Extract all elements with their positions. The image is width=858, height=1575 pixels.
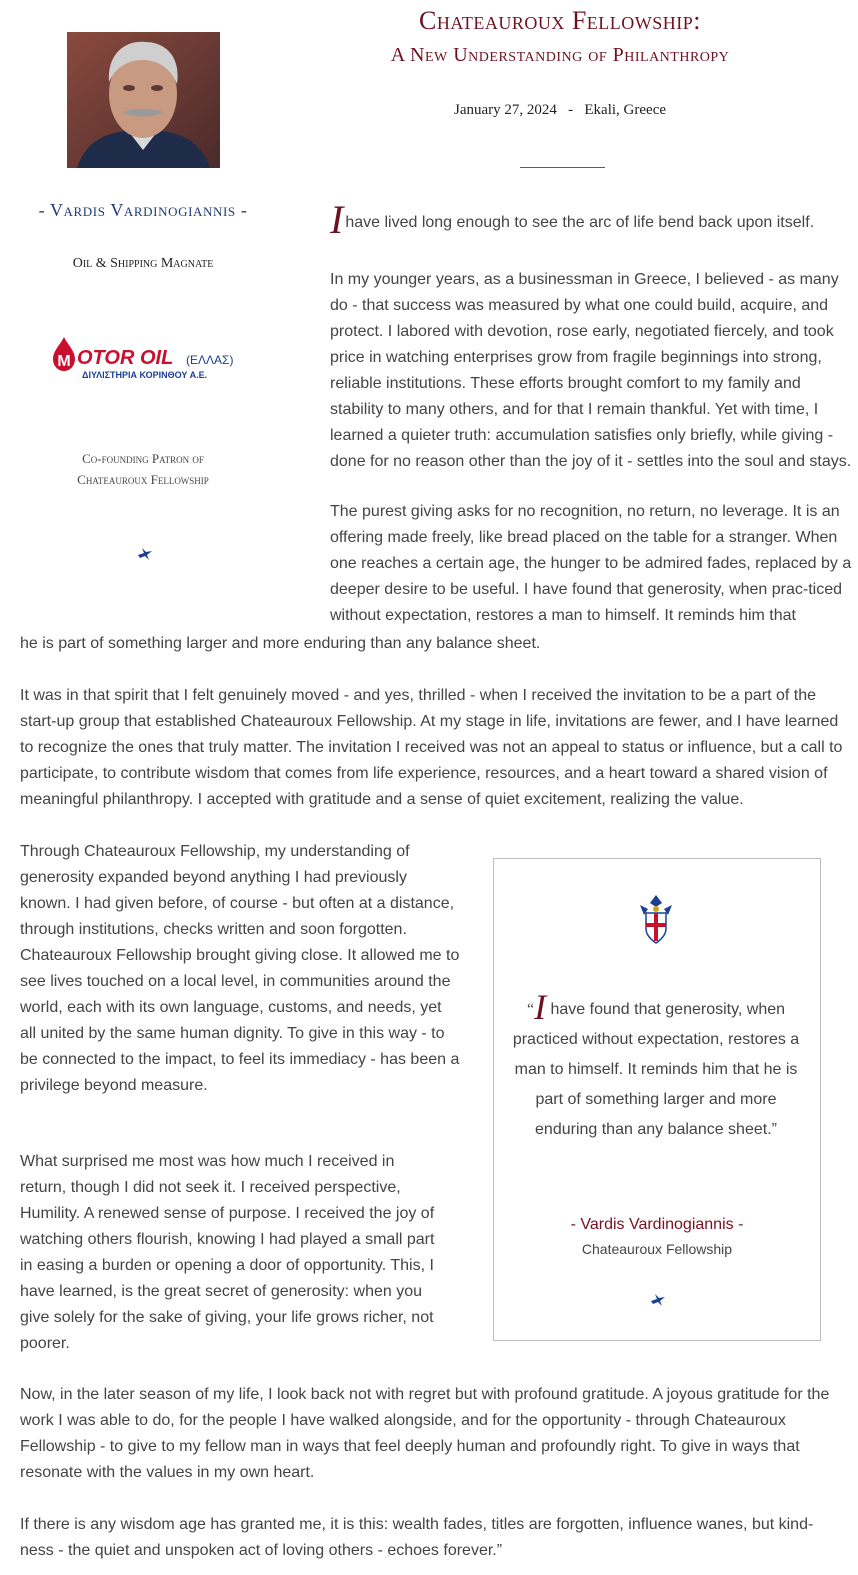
quote-open-mark: “: [526, 1001, 535, 1018]
drop-cap: I: [330, 197, 344, 242]
bird-icon: [650, 1293, 666, 1307]
paragraph-3-part-2: he is part of something larger and more enduring than any balance sheet.: [20, 635, 541, 652]
motor-oil-logo: [50, 335, 240, 383]
svg-text:ΔΙΥΛΙΣΤΗΡΙΑ ΚΟΡΙΝΘΟΥ Α.Ε.: ΔΙΥΛΙΣΤΗΡΙΑ ΚΟΡΙΝΘΟΥ Α.Ε.: [82, 370, 208, 380]
patron-caption: [0, 448, 286, 490]
quote-drop-cap: I: [534, 987, 547, 1027]
quote-body: have found that generosity, when practiced without expectation, restores a man to himself. It reminds him that he is part of something larger and more enduring than any balance sheet.”: [512, 1001, 800, 1138]
paragraph-7: Now, in the later season of my life, I look back not with regret but with profound gratitude. A joyous gratitude for the work I was able to do, for the people I have walked alongside, and for the opportunity - through Chateauroux Fellowship - to give to my fellow man in ways that feel deeply human and profoundly right. To give in ways that resonate with the values in my own heart.: [20, 1386, 830, 1481]
date-separator: -: [568, 102, 574, 118]
paragraph-3-part-1: The purest giving asks for no recognition, no return, no leverage. It is an offering made freely, like bread placed on the table for a stranger. When one reaches a certain age, the hunger to be admired fades, replaced by a deeper desire to be useful. I have found that generosity, when prac-ticed without expectation, restores a man to himself. It reminds him that: [330, 503, 852, 624]
dateline: [330, 102, 790, 119]
quote-attribution-org: Chateauroux Fellowship: [581, 1241, 733, 1257]
bird-icon: [137, 547, 153, 561]
page-title: Chateauroux Fellowship:: [418, 6, 701, 35]
author-name: - Vardis Vardinogiannis -: [38, 200, 248, 220]
paragraph-5: Through Chateauroux Fellowship, my understanding of generosity expanded beyond anything I had previously known. I had given before, of course - but often at a distance, through institutions, checks written and soon forgotten. Chateauroux Fellowship brought giving close. It allowed me to see lives touched on a local level, in communities around the world, each with its own language, customs, and needs, yet all united by the same human dignity. To give in this way - to be connected to the impact, to feel its immediacy - has been a privilege beyond measure.: [20, 843, 460, 1094]
paragraph-1: [330, 197, 850, 242]
paragraph-2: In my younger years, as a businessman in Greece, I believed - as many do - that success was measured by what one could build, acquire, and protect. I labored with devotion, rose early, negotiated fiercely, and took price in watching enterprises grow from fragile beginnings into strong, reliable institutions. These efforts brought comfort to my family and stability to many others, and for that I remain thankful. Yet with time, I learned a quieter truth: accumulation satisfies only briefly, while giving - done for no reason other than the joy of it - settles into the soul and stays.: [330, 271, 852, 470]
author-role: Oil & Shipping Magnate: [72, 256, 214, 271]
header-divider: [520, 167, 605, 168]
svg-text:OTOR OIL: OTOR OIL: [77, 347, 174, 369]
paragraph-1-text: have lived long enough to see the arc of life bend back upon itself.: [345, 214, 815, 231]
page-subtitle: A New Understanding of Philanthropy: [390, 44, 730, 66]
patron-line-2: Chateauroux Fellowship: [77, 472, 209, 487]
svg-text:M: M: [57, 353, 71, 370]
pull-quote-text: [510, 987, 802, 1145]
crest-icon: [636, 893, 676, 945]
location: Ekali, Greece: [584, 102, 667, 118]
portrait-photo: [67, 32, 220, 168]
quote-attribution-name: - Vardis Vardinogiannis -: [570, 1216, 744, 1233]
paragraph-6: What surprised me most was how much I received in return, though I did not seek it. I received perspective, Humility. A renewed sense of purpose. I received the joy of watching others flourish, knowing I had played a small part in easing a burden or opening a door of opportunity. This, I have learned, is the great secret of generosity: when you give solely for the sake of giving, your life grows richer, not poorer.: [20, 1153, 435, 1352]
date: January 27, 2024: [453, 102, 557, 118]
patron-line-1: Co-founding Patron of: [82, 451, 204, 466]
paragraph-4: It was in that spirit that I felt genuinely moved - and yes, thrilled - when I received the invitation to be a part of the start-up group that established Chateauroux Fellowship. At my stage in life, invitations are fewer, and I have learned to recognize the ones that truly matter. The invitation I received was not an appeal to status or influence, but a call to participate, to contribute wisdom that comes from life experience, resources, and a heart toward a shared vision of meaningful philanthropy. I accepted with gratitude and a sense of quiet excitement, realizing the value.: [20, 687, 843, 808]
paragraph-8: If there is any wisdom age has granted me, it is this: wealth fades, titles are forgotten, influence wanes, but kind-ness - the quiet and unspoken act of loving others - echoes forever.”: [20, 1516, 814, 1559]
svg-text:(ΕΛΛΑΣ): (ΕΛΛΑΣ): [186, 353, 234, 367]
